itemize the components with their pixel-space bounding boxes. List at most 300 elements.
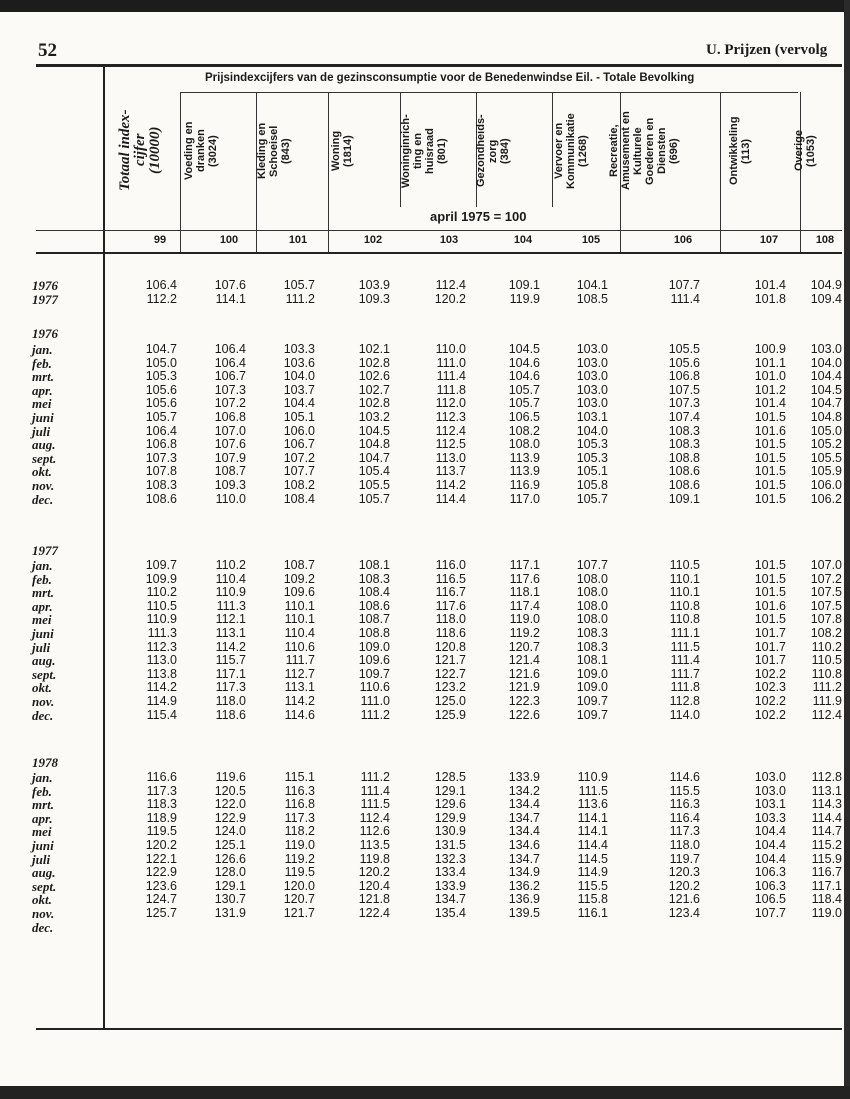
table-cell: 114.2 (146, 680, 177, 695)
table-cell: 114.1 (215, 291, 246, 306)
table-cell: 115.5 (669, 783, 700, 798)
column-header: Recreatie, Amusement en Kulturele Goederen en Diensten (696) (608, 111, 680, 191)
table-cell: 104.7 (810, 396, 842, 411)
table-cell: 133.9 (508, 770, 540, 784)
table-cell: 112.4 (811, 707, 842, 722)
table-cell: 118.9 (146, 810, 177, 825)
table-cell: 105.3 (576, 450, 608, 465)
row-label: apr. (32, 810, 53, 826)
table-cell: 119.2 (284, 851, 315, 866)
table-cell: 108.3 (576, 639, 608, 654)
column-header: Woninginrich- ting en huisraad (801) (400, 114, 448, 188)
table-cell: 104.6 (508, 355, 540, 370)
table-cell: 126.6 (214, 851, 246, 866)
table-cell: 107.8 (145, 464, 177, 479)
table-cell: 116.7 (811, 865, 842, 880)
table-cell: 103.6 (283, 355, 315, 370)
table-cell: 112.4 (435, 278, 466, 292)
table-cell: 112.4 (435, 423, 466, 438)
table-cell: 122.9 (145, 865, 177, 880)
table-cell: 119.7 (669, 851, 700, 866)
table-cell: 117.1 (509, 558, 540, 572)
table-cell: 103.1 (754, 797, 786, 812)
row-label: aug. (32, 653, 56, 669)
table-cell: 101.4 (754, 396, 786, 411)
table-cell: 136.9 (508, 892, 540, 907)
table-cell: 108.7 (358, 612, 390, 627)
table-cell: 108.3 (668, 423, 700, 438)
table-cell: 111.0 (360, 694, 390, 708)
table-cell: 122.7 (434, 666, 466, 681)
table-cell: 131.9 (214, 906, 246, 920)
table-cell: 114.4 (577, 838, 608, 852)
table-cell: 114.9 (146, 694, 177, 708)
table-cell: 111.2 (360, 707, 390, 722)
table-cell: 128.5 (434, 770, 466, 784)
table-cell: 105.7 (358, 491, 390, 506)
table-cell: 106.4 (214, 342, 246, 356)
table-cell: 101.5 (754, 612, 786, 627)
table-cell: 114.2 (435, 478, 466, 492)
table-cell: 110.2 (215, 558, 246, 572)
table-cell: 103.0 (576, 396, 608, 411)
table-cell: 134.7 (508, 810, 540, 825)
table-cell: 103.0 (576, 369, 608, 384)
table-cell: 105.2 (810, 437, 842, 452)
table-cell: 111.2 (285, 291, 315, 306)
table-cell: 105.7 (508, 382, 540, 397)
table-cell: 110.0 (215, 491, 246, 506)
table-cell: 108.6 (668, 478, 700, 492)
table-cell: 122.1 (145, 851, 177, 866)
table-cell: 104.5 (508, 342, 540, 356)
table-cell: 112.0 (435, 396, 466, 411)
table-cell: 110.0 (435, 342, 466, 356)
table-cell: 104.5 (810, 382, 842, 397)
table-cell: 129.6 (434, 797, 466, 812)
table-cell: 119.9 (509, 291, 540, 306)
title-rule (180, 92, 798, 93)
table-cell: 107.3 (145, 450, 177, 465)
row-label: feb. (32, 783, 52, 799)
year-label: 1978 (32, 755, 58, 770)
table-cell: 105.3 (576, 437, 608, 452)
row-label: sept. (32, 878, 57, 894)
table-cell: 112.8 (669, 694, 700, 708)
table-cell: 102.2 (754, 694, 786, 708)
table-cell: 108.3 (358, 571, 390, 586)
table-cell: 116.1 (577, 906, 608, 920)
table-cell: 103.3 (754, 810, 786, 825)
section-title: U. Prijzen (vervolg (706, 42, 828, 58)
table-cell: 101.5 (754, 437, 786, 452)
table-cell: 101.4 (754, 278, 786, 292)
table-cell: 108.6 (145, 491, 177, 506)
table-cell: 120.7 (283, 892, 315, 907)
table-cell: 114.6 (284, 707, 315, 722)
table-cell: 120.2 (145, 838, 177, 852)
table-cell: 115.1 (284, 770, 315, 784)
table-cell: 117.1 (811, 878, 842, 893)
table-cell: 105.7 (283, 278, 315, 292)
table-cell: 125.7 (145, 906, 177, 920)
table-cell: 104.4 (754, 851, 786, 866)
table-cell: 102.3 (754, 680, 786, 695)
column-header: Voeding en dranken (3024) (183, 121, 219, 181)
table-cell: 110.2 (811, 639, 842, 654)
table-cell: 117.0 (509, 491, 540, 506)
table-cell: 134.9 (508, 865, 540, 880)
table-cell: 107.7 (668, 278, 700, 292)
table-cell: 108.3 (576, 626, 608, 640)
column-header: Ontwikkeling (113) (728, 116, 752, 186)
table-cell: 103.2 (358, 410, 390, 424)
column-number: 108 (815, 234, 835, 246)
table-cell: 112.5 (435, 437, 466, 452)
column-divider (180, 92, 181, 252)
table-cell: 101.5 (754, 410, 786, 424)
table-cell: 113.9 (509, 464, 540, 479)
table-cell: 130.7 (214, 892, 246, 907)
table-cell: 105.9 (810, 464, 842, 479)
table-cell: 120.2 (668, 878, 700, 893)
table-cell: 110.4 (284, 626, 315, 640)
table-cell: 104.7 (358, 450, 390, 465)
table-cell: 139.5 (508, 906, 540, 920)
table-cell: 117.6 (435, 598, 466, 613)
table-cell: 108.8 (668, 450, 700, 465)
table-cell: 109.1 (668, 491, 700, 506)
table-cell: 125.1 (214, 838, 246, 852)
table-cell: 110.8 (669, 598, 700, 613)
table-cell: 111.7 (670, 666, 700, 681)
table-cell: 114.7 (811, 824, 842, 839)
row-label: juni (32, 838, 54, 853)
table-cell: 122.9 (214, 810, 246, 825)
table-cell: 108.1 (576, 653, 608, 668)
table-cell: 107.6 (214, 437, 246, 452)
table-cell: 116.3 (284, 783, 315, 798)
row-label: feb. (32, 571, 52, 587)
table-cell: 106.2 (810, 491, 842, 506)
table-cell: 108.0 (576, 585, 608, 600)
table-cell: 111.4 (360, 783, 390, 798)
table-cell: 117.3 (146, 783, 177, 798)
table-cell: 122.6 (508, 707, 540, 722)
table-cell: 136.2 (508, 878, 540, 893)
table-cell: 120.7 (508, 639, 540, 654)
row-label: juli (32, 851, 51, 867)
table-cell: 106.4 (214, 355, 246, 370)
table-cell: 117.1 (215, 666, 246, 681)
table-cell: 104.4 (283, 396, 315, 411)
table-cell: 114.6 (669, 770, 700, 784)
table-cell: 134.6 (508, 838, 540, 852)
table-cell: 109.4 (810, 291, 842, 306)
scan-bottom-border (0, 1086, 850, 1099)
table-cell: 108.6 (358, 598, 390, 613)
row-label: juni (32, 626, 54, 641)
table-cell: 120.8 (434, 639, 466, 654)
table-cell: 118.3 (146, 797, 177, 812)
table-cell: 114.2 (284, 694, 315, 708)
table-cell: 104.4 (810, 369, 842, 384)
table-cell: 103.0 (754, 770, 786, 784)
column-divider (328, 92, 329, 252)
table-cell: 111.2 (360, 770, 390, 784)
table-cell: 104.8 (810, 410, 842, 424)
table-cell: 112.7 (284, 666, 315, 681)
table-cell: 132.3 (434, 851, 466, 866)
row-label: sept. (32, 666, 57, 682)
table-cell: 117.3 (669, 824, 700, 839)
table-cell: 108.6 (668, 464, 700, 479)
table-cell: 106.8 (145, 437, 177, 452)
table-cell: 119.0 (509, 612, 540, 627)
table-cell: 114.5 (577, 851, 608, 866)
year-label: 1976 (32, 326, 58, 341)
table-cell: 116.4 (669, 810, 700, 825)
table-cell: 110.1 (669, 585, 700, 600)
table-cell: 103.7 (283, 382, 315, 397)
table-cell: 107.2 (214, 396, 246, 411)
table-cell: 107.5 (810, 585, 842, 600)
table-cell: 109.6 (358, 653, 390, 668)
table-cell: 109.2 (283, 571, 315, 586)
table-cell: 108.0 (576, 571, 608, 586)
table-cell: 107.7 (283, 464, 315, 479)
table-cell: 101.1 (754, 355, 786, 370)
table-cell: 119.8 (359, 851, 390, 866)
table-cell: 110.8 (811, 666, 842, 681)
table-cell: 125.9 (434, 707, 466, 722)
table-cell: 116.6 (146, 770, 177, 784)
table-cell: 114.3 (811, 797, 842, 812)
table-cell: 121.7 (434, 653, 466, 668)
table-cell: 123.4 (668, 906, 700, 920)
table-cell: 112.8 (811, 770, 842, 784)
table-cell: 105.5 (810, 450, 842, 465)
table-cell: 119.2 (509, 626, 540, 640)
column-number: 105 (581, 234, 601, 246)
table-cell: 111.9 (812, 694, 842, 708)
table-cell: 111.1 (670, 626, 700, 640)
header-rule (36, 230, 842, 231)
table-cell: 118.0 (435, 612, 466, 627)
table-cell: 104.6 (508, 369, 540, 384)
base-period-label: april 1975 = 100 (430, 209, 527, 224)
table-cell: 116.3 (669, 797, 700, 812)
table-cell: 107.9 (214, 450, 246, 465)
table-cell: 107.0 (214, 423, 246, 438)
table-cell: 115.5 (577, 878, 608, 893)
table-cell: 106.8 (214, 410, 246, 424)
table-cell: 106.4 (145, 278, 177, 292)
table-cell: 117.6 (509, 571, 540, 586)
page-number: 52 (38, 40, 57, 61)
row-label: mei (32, 612, 52, 628)
table-cell: 122.0 (214, 797, 246, 812)
table-cell: 114.0 (669, 707, 700, 722)
table-cell: 105.3 (145, 369, 177, 384)
table-cell: 101.8 (754, 291, 786, 306)
table-cell: 105.5 (358, 478, 390, 492)
table-cell: 104.9 (810, 278, 842, 292)
table-cell: 109.9 (145, 571, 177, 586)
table-cell: 111.4 (670, 291, 700, 306)
row-label: dec. (32, 707, 54, 723)
table-cell: 110.9 (577, 770, 608, 784)
table-cell: 120.2 (434, 291, 466, 306)
table-cell: 107.5 (810, 598, 842, 613)
column-header: Vervoer en Kommunikatie (1268) (553, 113, 589, 189)
table-cell: 104.0 (810, 355, 842, 370)
table-cell: 107.2 (283, 450, 315, 465)
table-cell: 110.5 (146, 598, 177, 613)
table-cell: 103.9 (358, 278, 390, 292)
table-cell: 134.7 (434, 892, 466, 907)
row-label: apr. (32, 382, 53, 398)
row-label: jan. (32, 770, 53, 785)
table-cell: 103.0 (576, 382, 608, 397)
table-cell: 111.7 (285, 653, 315, 668)
row-label: okt. (32, 680, 52, 696)
table-cell: 103.0 (754, 783, 786, 798)
table-cell: 102.7 (358, 382, 390, 397)
table-cell: 107.7 (576, 558, 608, 572)
table-cell: 101.5 (754, 585, 786, 600)
column-number: 107 (759, 234, 779, 246)
table-cell: 117.4 (509, 598, 540, 613)
table-cell: 105.6 (145, 396, 177, 411)
table-cell: 108.5 (576, 291, 608, 306)
table-cell: 131.5 (434, 838, 466, 852)
table-cell: 105.0 (145, 355, 177, 370)
table-cell: 111.8 (670, 680, 700, 695)
table-cell: 104.4 (754, 824, 786, 839)
table-cell: 110.9 (215, 585, 246, 600)
table-cell: 108.4 (358, 585, 390, 600)
table-cell: 134.4 (508, 824, 540, 839)
table-cell: 106.8 (668, 369, 700, 384)
table-cell: 119.5 (284, 865, 315, 880)
bottom-rule (36, 1028, 842, 1030)
row-label: mrt. (32, 797, 55, 813)
table-cell: 107.2 (810, 571, 842, 586)
table-cell: 111.4 (670, 653, 700, 668)
table-cell: 111.3 (216, 598, 246, 613)
column-header: Gezondheids- zorg (384) (475, 114, 511, 188)
row-label: juni (32, 410, 54, 425)
row-label: aug. (32, 865, 56, 881)
table-cell: 116.5 (435, 571, 466, 586)
row-label: sept. (32, 450, 57, 466)
row-label: jan. (32, 558, 53, 573)
table-cell: 102.8 (358, 355, 390, 370)
table-cell: 101.7 (754, 626, 786, 640)
table-cell: 119.5 (146, 824, 177, 839)
table-cell: 110.4 (215, 571, 246, 586)
table-cell: 101.6 (754, 423, 786, 438)
table-cell: 105.7 (145, 410, 177, 424)
table-cell: 105.1 (576, 464, 608, 479)
table-cell: 128.0 (214, 865, 246, 880)
table-cell: 106.3 (754, 878, 786, 893)
table-cell: 109.0 (358, 639, 390, 654)
table-cell: 104.0 (576, 423, 608, 438)
table-cell: 112.1 (215, 612, 246, 627)
table-cell: 106.3 (754, 865, 786, 880)
table-cell: 109.0 (576, 680, 608, 695)
table-cell: 118.6 (435, 626, 466, 640)
table-cell: 109.7 (358, 666, 390, 681)
row-label: nov. (32, 478, 55, 493)
table-cell: 106.5 (754, 892, 786, 907)
table-cell: 134.4 (508, 797, 540, 812)
table-cell: 110.1 (284, 612, 315, 627)
table-cell: 107.6 (214, 278, 246, 292)
table-cell: 113.5 (359, 838, 390, 852)
table-cell: 108.3 (668, 437, 700, 452)
column-number: 100 (219, 234, 239, 246)
table-cell: 106.5 (508, 410, 540, 424)
table-cell: 108.4 (283, 491, 315, 506)
table-cell: 102.8 (358, 396, 390, 411)
table-cell: 105.6 (145, 382, 177, 397)
table-cell: 118.0 (669, 838, 700, 852)
table-cell: 130.9 (434, 824, 466, 839)
table-cell: 108.8 (358, 626, 390, 640)
table-cell: 118.1 (509, 585, 540, 600)
table-cell: 101.2 (754, 382, 786, 397)
table-cell: 121.6 (668, 892, 700, 907)
table-cell: 118.0 (215, 694, 246, 708)
table-cell: 108.1 (358, 558, 390, 572)
table-cell: 123.6 (145, 878, 177, 893)
table-cell: 117.3 (284, 810, 315, 825)
table-cell: 107.5 (668, 382, 700, 397)
table-cell: 101.5 (754, 558, 786, 572)
table-cell: 110.1 (669, 571, 700, 586)
table-cell: 112.3 (146, 639, 177, 654)
table-cell: 112.3 (435, 410, 466, 424)
table-cell: 116.7 (435, 585, 466, 600)
table-cell: 103.0 (810, 342, 842, 356)
table-cell: 109.3 (358, 291, 390, 306)
table-cell: 109.7 (145, 558, 177, 572)
table-cell: 115.4 (146, 707, 177, 722)
table-cell: 133.4 (434, 865, 466, 880)
table-cell: 114.1 (577, 824, 608, 839)
table-cell: 122.4 (358, 906, 390, 920)
table-cell: 112.4 (359, 810, 390, 825)
table-cell: 121.8 (358, 892, 390, 907)
row-label: mei (32, 824, 52, 840)
table-cell: 120.3 (668, 865, 700, 880)
table-cell: 105.7 (576, 491, 608, 506)
table-cell: 103.3 (283, 342, 315, 356)
table-cell: 101.5 (754, 478, 786, 492)
table-cell: 105.6 (668, 355, 700, 370)
table-cell: 108.7 (283, 558, 315, 572)
row-label: mrt. (32, 585, 55, 601)
table-cell: 119.6 (215, 770, 246, 784)
table-cell: 111.5 (360, 797, 390, 812)
table-cell: 102.6 (358, 369, 390, 384)
table-cell: 129.1 (214, 878, 246, 893)
table-cell: 109.6 (283, 585, 315, 600)
column-number: 106 (673, 234, 693, 246)
